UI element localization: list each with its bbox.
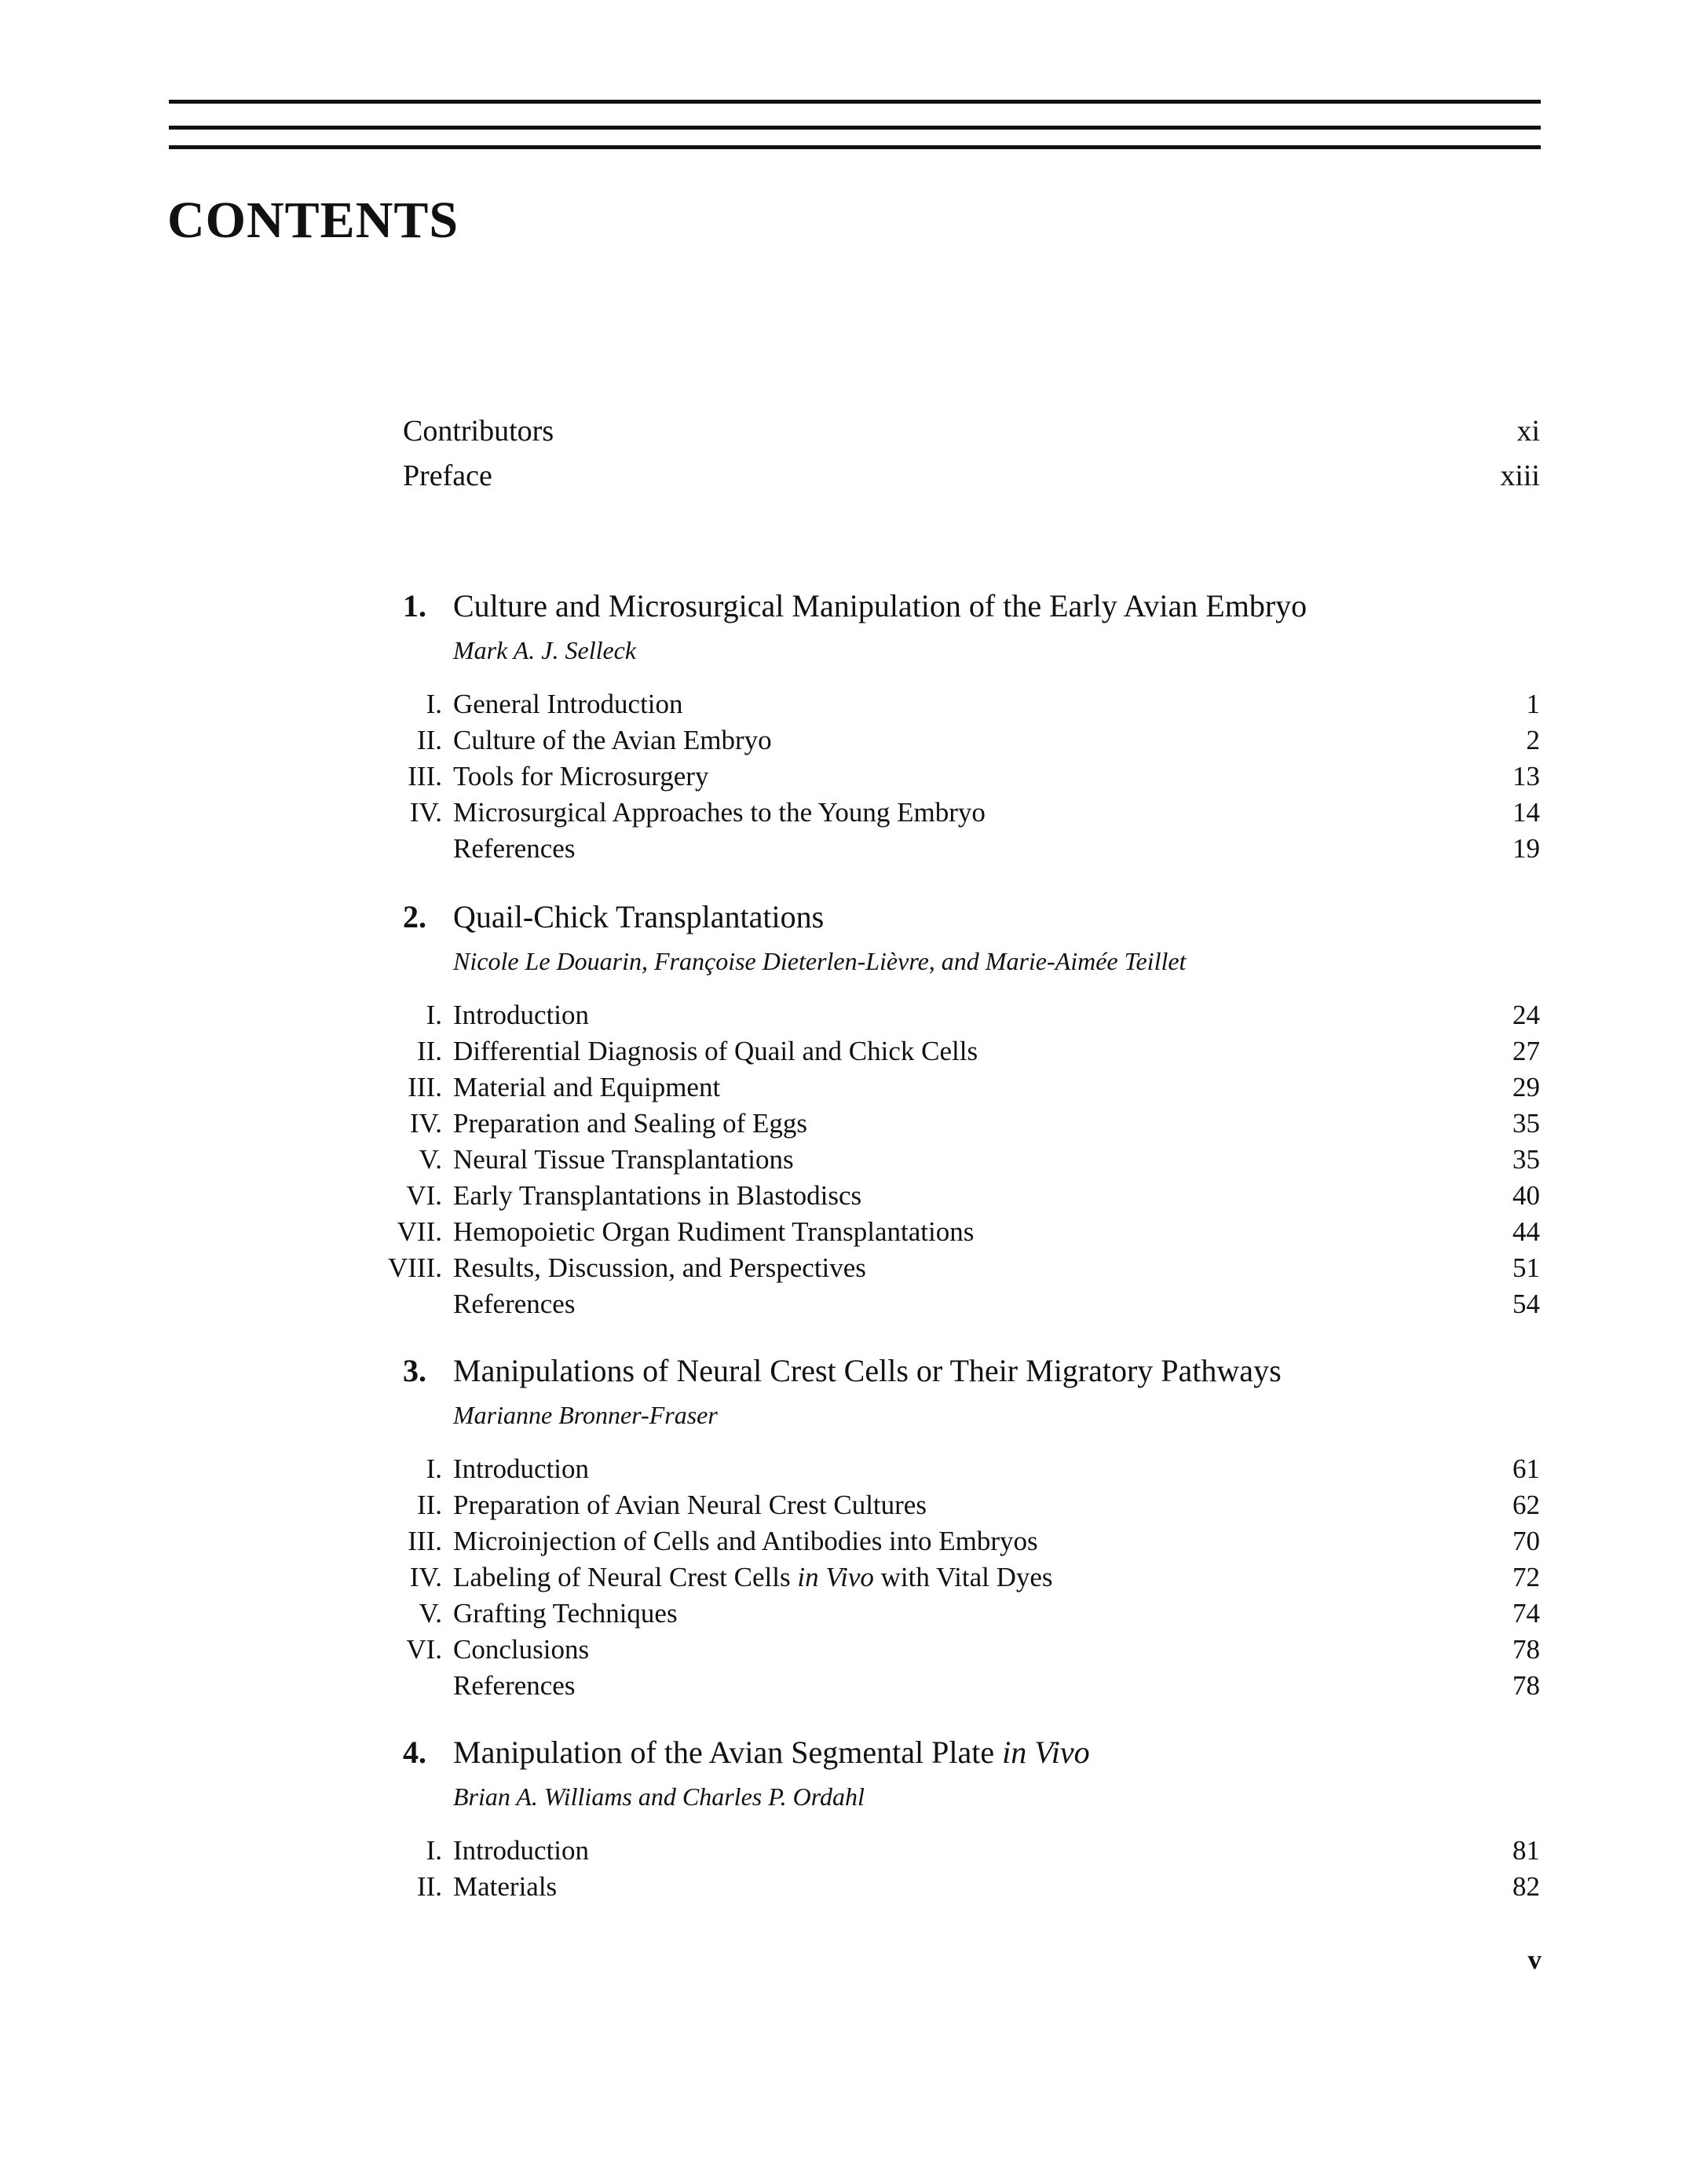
section-number: VII. [397, 1216, 442, 1247]
section-title: Preparation of Avian Neural Crest Cultures [453, 1490, 927, 1520]
toc-section[interactable] [403, 1837, 1540, 1873]
toc-section[interactable] [403, 835, 1540, 871]
section-number: IV. [409, 1562, 442, 1592]
section-number: I. [426, 1835, 442, 1866]
section-title: Differential Diagnosis of Quail and Chick Cells [453, 1036, 978, 1066]
page-folio: v [1527, 1944, 1542, 1975]
chapter-title [453, 1737, 1090, 1768]
section-number: II. [416, 725, 442, 755]
toc-section[interactable] [397, 1216, 1540, 1254]
section-number: II. [416, 1490, 442, 1520]
section-page: 13 [1512, 761, 1540, 792]
section-title: References [453, 1670, 576, 1701]
section-number: V. [419, 1144, 442, 1175]
toc-section[interactable] [403, 1672, 1540, 1708]
section-number: I. [426, 689, 442, 719]
chapter-authors: Nicole Le Douarin, Françoise Dieterlen-Lièvre, and Marie-Aimée Teillet [453, 947, 1187, 975]
header-rule-top [169, 100, 1541, 104]
entry-title: Contributors [403, 415, 554, 448]
section-title [453, 1563, 1053, 1591]
chapter-authors: Brian A. Williams and Charles P. Ordahl [453, 1782, 865, 1811]
chapter-number: 4. [403, 1735, 426, 1770]
toc-section[interactable] [403, 1073, 1540, 1110]
entry-page: xiii [1500, 459, 1540, 492]
section-page: 27 [1512, 1036, 1540, 1066]
toc-section[interactable] [403, 1873, 1540, 1909]
section-page: 61 [1512, 1453, 1540, 1484]
section-title-part: Labeling of Neural Crest Cells [453, 1562, 798, 1592]
entry-page: xi [1516, 415, 1540, 448]
section-title: Materials [453, 1871, 558, 1902]
toc-section[interactable] [403, 1527, 1540, 1563]
section-title: Neural Tissue Transplantations [453, 1144, 794, 1175]
entry-title: Preface [403, 459, 492, 492]
section-title: Tools for Microsurgery [453, 761, 709, 792]
section-number: I. [426, 1453, 442, 1484]
toc-section[interactable] [403, 1491, 1540, 1527]
chapter-authors: Mark A. J. Selleck [453, 636, 637, 664]
section-page: 1 [1526, 689, 1540, 719]
section-page: 82 [1512, 1871, 1540, 1902]
section-page: 2 [1526, 725, 1540, 755]
section-page: 72 [1512, 1562, 1540, 1592]
section-page: 14 [1512, 797, 1540, 828]
section-list [403, 1837, 1540, 1909]
section-title: Microsurgical Approaches to the Young Embryo [453, 797, 986, 828]
section-number: II. [416, 1036, 442, 1066]
section-page: 81 [1512, 1835, 1540, 1866]
section-title: Culture of the Avian Embryo [453, 725, 772, 755]
section-page: 40 [1512, 1180, 1540, 1211]
chapter-number: 2. [403, 899, 426, 934]
section-page: 78 [1512, 1670, 1540, 1701]
section-title: General Introduction [453, 689, 683, 719]
section-page: 70 [1512, 1526, 1540, 1556]
toc-section[interactable] [403, 690, 1540, 726]
section-title: Early Transplantations in Blastodiscs [453, 1180, 862, 1211]
chapter-title: Culture and Microsurgical Manipulation of the Early Avian Embryo [453, 588, 1308, 623]
section-title: Conclusions [453, 1634, 590, 1665]
toc-section[interactable] [403, 1037, 1540, 1073]
page-title: CONTENTS [167, 192, 459, 249]
toc-section[interactable] [403, 1563, 1540, 1600]
chapter-title: Quail-Chick Transplantations [453, 899, 825, 934]
section-number: VI. [406, 1634, 442, 1665]
section-page: 62 [1512, 1490, 1540, 1520]
section-number: VIII. [388, 1252, 442, 1283]
section-number: IV. [409, 1108, 442, 1139]
section-page: 24 [1512, 1000, 1540, 1030]
section-number: II. [416, 1871, 442, 1902]
section-title: Introduction [453, 1835, 590, 1866]
chapter-number: 1. [403, 588, 426, 623]
section-number: III. [408, 761, 442, 792]
section-number: VI. [406, 1180, 442, 1211]
section-number: V. [419, 1598, 442, 1629]
toc-section[interactable] [403, 726, 1540, 762]
header-rule-bottom [169, 145, 1541, 149]
toc-section[interactable] [388, 1252, 1540, 1290]
chapter-title: Manipulations of Neural Crest Cells or Their Migratory Pathways [453, 1353, 1282, 1388]
section-title-part: with Vital Dyes [873, 1562, 1053, 1592]
toc-section[interactable] [403, 1001, 1540, 1037]
section-page: 74 [1512, 1598, 1540, 1629]
section-page: 35 [1512, 1108, 1540, 1139]
section-title: Grafting Techniques [453, 1598, 678, 1629]
toc-section[interactable] [403, 1146, 1540, 1182]
header-rule-middle [169, 126, 1541, 130]
section-title: Hemopoietic Organ Rudiment Transplantations [453, 1216, 975, 1247]
section-title: Results, Discussion, and Perspectives [453, 1252, 866, 1283]
chapter-authors: Marianne Bronner-Fraser [453, 1401, 718, 1429]
section-page: 29 [1512, 1072, 1540, 1102]
section-number: I. [426, 1000, 442, 1030]
section-list [388, 1000, 1540, 1326]
section-page: 54 [1512, 1289, 1540, 1319]
section-page: 35 [1512, 1144, 1540, 1175]
toc-section[interactable] [403, 1110, 1540, 1146]
section-title: Introduction [453, 1453, 590, 1484]
section-list [403, 690, 1540, 871]
toc-section[interactable] [403, 1455, 1540, 1491]
section-title: Material and Equipment [453, 1072, 721, 1102]
section-number: IV. [409, 797, 442, 828]
toc-section[interactable] [403, 799, 1540, 835]
section-page: 51 [1512, 1252, 1540, 1283]
section-title: References [453, 833, 576, 864]
toc-section[interactable] [403, 762, 1540, 799]
section-title: Introduction [453, 1000, 590, 1030]
chapter-title-italic: in Vivo [1002, 1735, 1090, 1770]
toc-section[interactable] [403, 1182, 1540, 1218]
section-number: III. [408, 1526, 442, 1556]
section-page: 44 [1512, 1216, 1540, 1247]
section-page: 19 [1512, 833, 1540, 864]
section-title-italic: in Vivo [797, 1562, 874, 1592]
section-list [403, 1455, 1540, 1708]
chapter-title-part: Manipulation of the Avian Segmental Plate [453, 1735, 1003, 1770]
toc-section[interactable] [403, 1600, 1540, 1636]
section-title: References [453, 1289, 576, 1319]
toc-section[interactable] [403, 1290, 1540, 1326]
toc-section[interactable] [403, 1636, 1540, 1672]
section-number: III. [408, 1072, 442, 1102]
chapter-number: 3. [403, 1353, 426, 1388]
section-title: Preparation and Sealing of Eggs [453, 1108, 808, 1139]
section-title: Microinjection of Cells and Antibodies into Embryos [453, 1526, 1038, 1556]
section-page: 78 [1512, 1634, 1540, 1665]
